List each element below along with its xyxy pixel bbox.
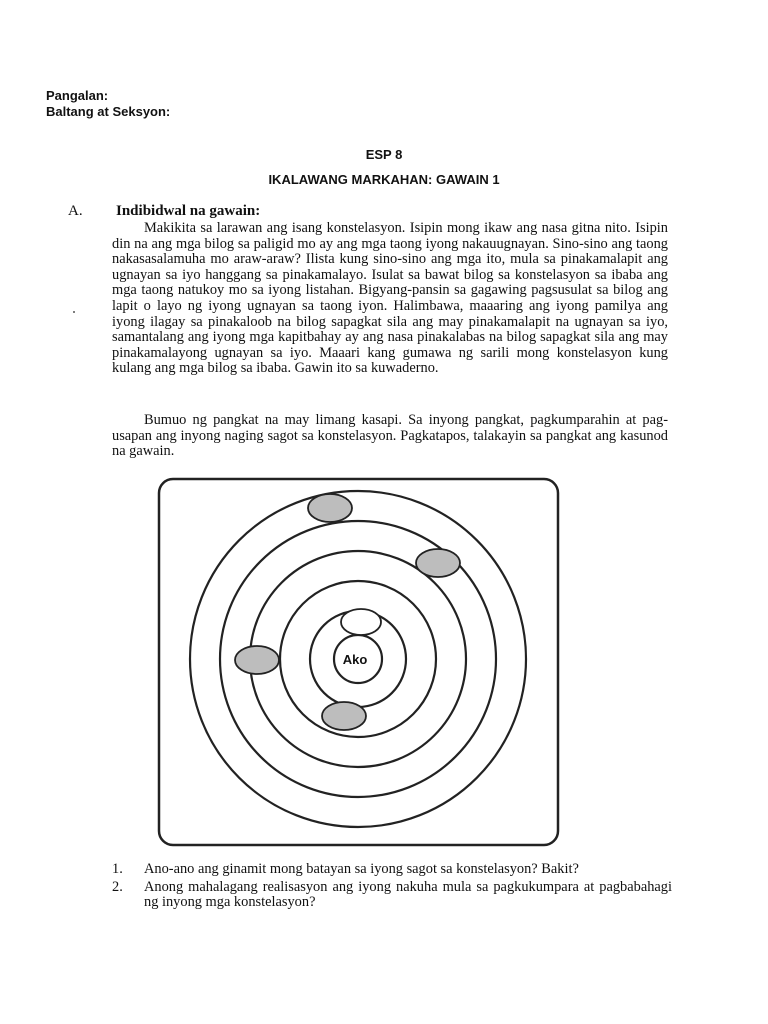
blank-oval-inner	[341, 609, 381, 635]
stray-mark	[73, 311, 75, 313]
gray-oval-bottom	[322, 702, 366, 730]
question-text: Ano-ano ang ginamit mong batayan sa iyong sagot sa konstelasyon? Bakit?	[144, 861, 579, 877]
question-list	[112, 862, 672, 913]
gray-oval-left	[235, 646, 279, 674]
constellation-diagram	[157, 476, 561, 848]
section-title: Indibidwal na gawain:	[116, 203, 261, 219]
question-item	[112, 862, 672, 878]
question-item	[112, 880, 672, 911]
question-number: 1.	[112, 861, 123, 877]
question-number: 2.	[112, 878, 123, 895]
center-label: Ako	[342, 652, 368, 667]
instruction-paragraph-2: Bumuo ng pangkat na may limang kasapi. Sa inyong pangkat, pagkumparahin at pag-usapan ang inyong naging sagot sa konstelasyon. Pagkatapos, talakayin sa pangkat ang kasunod na gawain.	[112, 412, 668, 460]
question-text: Anong mahalagang realisasyon ang iyong nakuha mula sa pagkukumpara at pagbabahagi ng inyong mga konstelasyon?	[144, 878, 672, 911]
gray-oval-right	[416, 549, 460, 577]
gray-oval-top	[308, 494, 352, 522]
instruction-paragraph-1: Makikita sa larawan ang isang konstelasyon. Isipin mong ikaw ang nasa gitna nito. Isipin din na ang mga bilog sa paligid mo ay ang mga taong iyong nakauugnayan. Sino-sino ang taong nakasasalamuha mo araw-araw? Ilista kung sino-sino ang mga ito, mula sa pinakamalapit ang ugnayan sa iyo hanggang sa pinakamalayo. Isulat sa bawat bilog sa konstelasyon sa ibaba ang mga taong natukoy mo sa iyong listahan. Bigyang-pansin sa gagawing pagsusulat sa bilog ang lapit o layo ng iyong ugnayan sa taong iyon. Halimbawa, maaaring ang iyong pamilya ang iyong ilagay sa pinakaloob na bilog sapagkat sila ang may pinakamalapit na ugnayan sa iyo, samantalang ang iyong mga kapitbahay ay ang nasa pinakalabas na bilog sapagkat sila ang may pinakamalayong ugnayan sa iyo. Maaari kang gumawa ng sarili mong konstelasyon kung kulang ang mga bilog sa ibaba. Gawin ito sa kuwaderno.	[112, 220, 668, 377]
activity-title: IKALAWANG MARKAHAN: GAWAIN 1	[268, 172, 500, 187]
name-label: Pangalan:	[46, 88, 109, 103]
subject-title: ESP 8	[365, 147, 403, 162]
section-letter: A.	[68, 203, 83, 219]
grade-section-label: Baltang at Seksyon:	[46, 104, 171, 119]
